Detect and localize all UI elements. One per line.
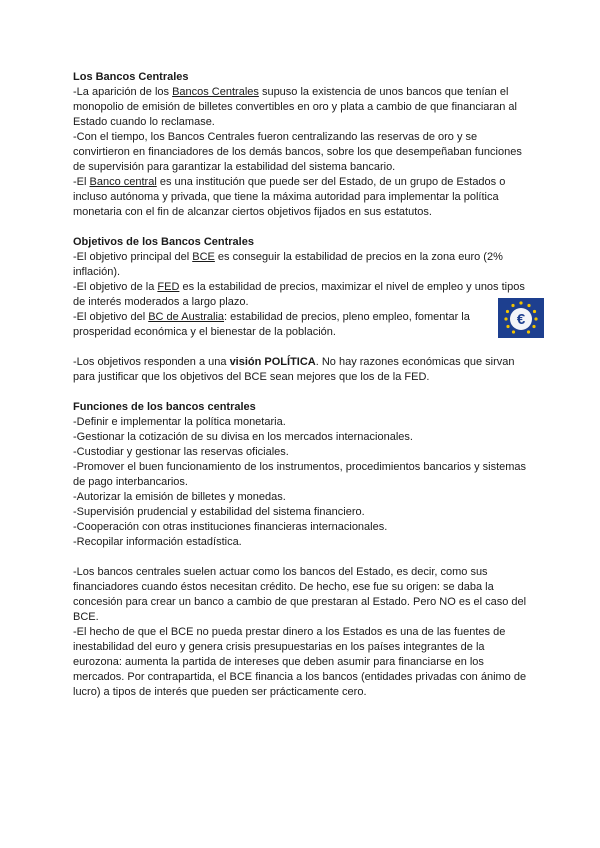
section-title-objetivos: Objetivos de los Bancos Centrales <box>73 236 254 248</box>
paragraph-vision-politica: -Los objetivos responden a una visión POLÍTICA. No hay razones económicas que sirvan para justificar que los objetivos del BCE sean mejores que los de la FED. <box>73 356 515 383</box>
list-item: -Autorizar la emisión de billetes y monedas. <box>73 491 286 503</box>
list-item: -Promover el buen funcionamiento de los instrumentos, procedimientos bancarios y sistemas de pago interbancarios. <box>73 461 527 488</box>
list-item: -Gestionar la cotización de su divisa en los mercados internacionales. <box>73 431 413 443</box>
paragraph-aparicion: -La aparición de los Bancos Centrales supuso la existencia de unos bancos que tenían el monopolio de emisión de billetes convertibles en oro y plata a cambio de que financiaran al Estado cuando lo reclamase. <box>73 86 517 128</box>
ecb-logo <box>498 298 544 338</box>
paragraph-objetivo-bce: -El objetivo principal del BCE es conseguir la estabilidad de precios en la zona euro (2% inflación). <box>73 251 503 278</box>
link-bancos-centrales[interactable]: Bancos Centrales <box>172 86 259 98</box>
link-bce[interactable]: BCE <box>192 251 215 263</box>
document-body <box>73 70 533 700</box>
list-item: -Custodiar y gestionar las reservas oficiales. <box>73 446 289 458</box>
paragraph-definicion: -El Banco central es una institución que puede ser del Estado, de un grupo de Estados o incluso autónoma y privada, que tiene la máxima autoridad para implementar la política monetaria con el fin de alcanzar ciertos objetivos fijados en sus estatutos. <box>73 176 506 218</box>
list-item: -Recopilar información estadística. <box>73 536 242 548</box>
section-title-bancos-centrales: Los Bancos Centrales <box>73 71 189 83</box>
paragraph-inestabilidad-euro: -El hecho de que el BCE no pueda prestar dinero a los Estados es una de las fuentes de inestabilidad del euro y genera crisis presupuestarias en los países integrantes de la eurozona: aumenta la partida de intereses que deben asumir para financiarse en los mercados. Por contrapartida, el BCE financia a los bancos (entidades privadas con ánimo de lucro) a tipos de interés que pueden ser prácticamente cero. <box>73 626 527 698</box>
link-bc-australia[interactable]: BC de Australia <box>148 311 225 323</box>
paragraph-centralizacion: -Con el tiempo, los Bancos Centrales fueron centralizando las reservas de oro y se convirtieron en financiadores de los demás bancos, sobre los que desempeñaban funciones de supervisión para garantizar la estabilidad del sistema bancario. <box>73 131 522 173</box>
euro-sign-icon <box>498 298 544 338</box>
link-fed[interactable]: FED <box>157 281 180 293</box>
list-item: -Supervisión prudencial y estabilidad del sistema financiero. <box>73 506 365 518</box>
svg-text:€: € <box>516 311 526 328</box>
paragraph-bancos-estado: -Los bancos centrales suelen actuar como los bancos del Estado, es decir, como sus financiadores cuando éstos necesitan crédito. De hecho, ese fue su origen: se daba la concesión para crear un banco a cambio de que prestaran al Estado. Pero NO es el caso del BCE. <box>73 566 527 623</box>
section-title-funciones: Funciones de los bancos centrales <box>73 401 256 413</box>
paragraph-objetivo-fed: -El objetivo de la FED es la estabilidad de precios, maximizar el nivel de empleo y unos tipos de interés moderados a largo plazo. <box>73 281 525 308</box>
list-item: -Cooperación con otras instituciones financieras internacionales. <box>73 521 388 533</box>
paragraph-objetivo-australia: -El objetivo del BC de Australia: estabilidad de precios, pleno empleo, fomentar la prosperidad económica y el bienestar de la población. <box>73 311 470 338</box>
list-item: -Definir e implementar la política monetaria. <box>73 416 286 428</box>
link-banco-central[interactable]: Banco central <box>89 176 157 188</box>
